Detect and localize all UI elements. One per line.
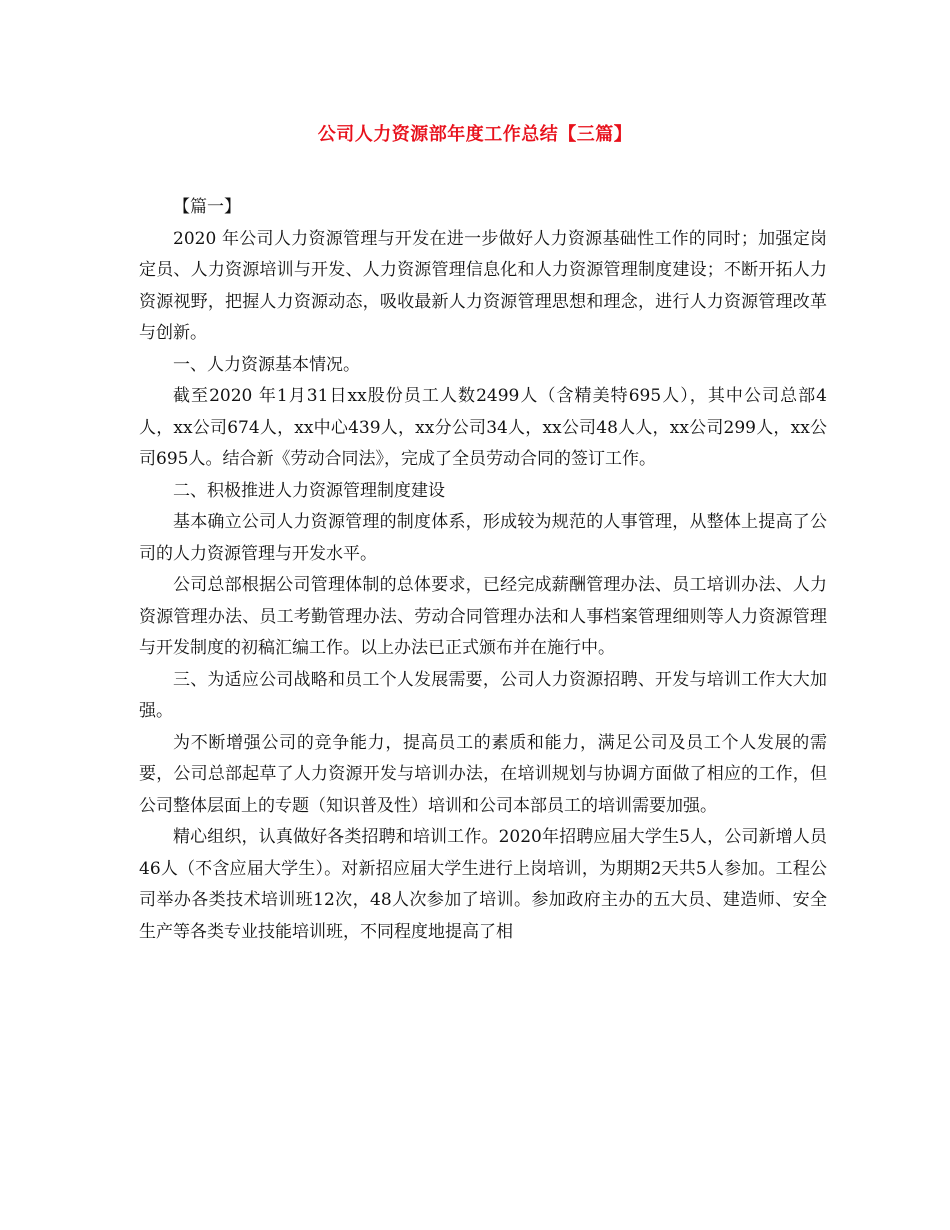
paragraph-system-establishment: 基本确立公司人力资源管理的制度体系，形成较为规范的人事管理，从整体上提高了公司的人力资源管理与开发水平。 bbox=[139, 512, 827, 564]
heading-recruitment-training: 三、为适应公司战略和员工个人发展需要，公司人力资源招聘、开发与培训工作大大加强。 bbox=[139, 669, 827, 721]
document-body bbox=[139, 192, 827, 948]
paragraph-competitiveness: 为不断增强公司的竞争能力，提高员工的素质和能力，满足公司及员工个人发展的需要，公司总部起草了人力资源开发与培训办法，在培训规划与协调方面做了相应的工作，但公司整体层面上的专题（知识普及性）培训和公司本部员工的培训需要加强。 bbox=[139, 732, 827, 816]
document-title: 公司人力资源部年度工作总结【三篇】 bbox=[317, 124, 633, 145]
paragraph-recruitment-details: 精心组织，认真做好各类招聘和培训工作。2020年招聘应届大学生5人，公司新增人员46人（不含应届大学生）。对新招应届大学生进行上岗培训，为期期2天共5人参加。工程公司举办各类技术培训班12次，48人次参加了培训。参加政府主办的五大员、建造师、安全生产等各类专业技能培训班，不同程度地提高了相 bbox=[139, 827, 827, 942]
heading-basic-situation: 一、人力资源基本情况。 bbox=[173, 354, 360, 375]
paragraph-headquarters-measures: 公司总部根据公司管理体制的总体要求，已经完成薪酬管理办法、员工培训办法、人力资源管理办法、员工考勤管理办法、劳动合同管理办法和人事档案管理细则等人力资源管理与开发制度的初稿汇编工作。以上办法已正式颁布并在施行中。 bbox=[139, 575, 827, 658]
paragraph-staff-count: 截至2020 年1月31日xx股份员工人数2499人（含精美特695人），其中公司总部4人，xx公司674人，xx中心439人，xx分公司34人，xx公司48人人，xx公司299人，xx公司695人。结合新《劳动合同法》，完成了全员劳动合同的签订工作。 bbox=[139, 386, 827, 469]
heading-system-construction: 二、积极推进人力资源管理制度建设 bbox=[173, 480, 445, 501]
section-heading: 【篇一】 bbox=[173, 197, 241, 217]
paragraph-intro: 2020 年公司人力资源管理与开发在进一步做好人力资源基础性工作的同时；加强定岗定员、人力资源培训与开发、人力资源管理信息化和人力资源管理制度建设；不断开拓人力资源视野，把握人力资源动态，吸收最新人力资源管理思想和理念，进行人力资源管理改革与创新。 bbox=[139, 228, 827, 343]
